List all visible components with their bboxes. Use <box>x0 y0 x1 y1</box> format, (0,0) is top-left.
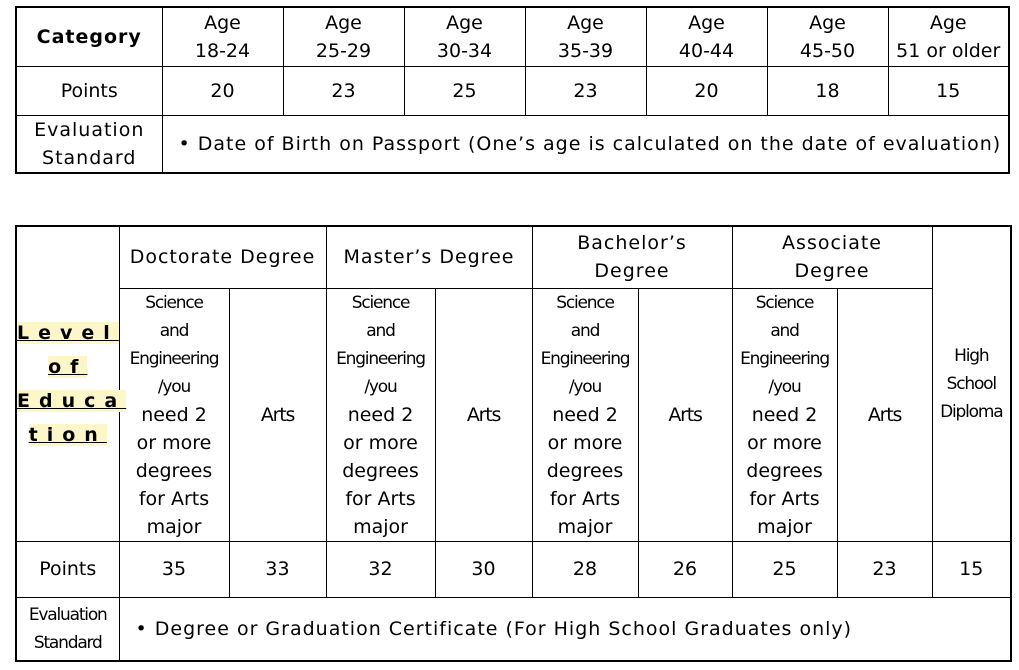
science-engineering-header: Science and Engineering /you need 2 or more degrees for Arts major <box>732 288 837 541</box>
education-points-table <box>15 225 1012 662</box>
points-value: 25 <box>404 66 525 115</box>
age-range: 40-44 <box>678 39 735 62</box>
level-of-education-header <box>16 226 127 541</box>
evaluation-standard-text: • Degree or Graduation Certificate (For High School Graduates only) <box>119 597 1011 661</box>
associate-header: Associate Degree <box>732 226 932 288</box>
science-engineering-header: Science and Engineering /you need 2 or more degrees for Arts major <box>326 288 435 541</box>
age-column-header <box>404 7 525 66</box>
evaluation-standard-label: Evaluation Standard <box>16 115 162 173</box>
evaluation-standard-label: Evaluation Standard <box>16 597 119 661</box>
points-value: 35 <box>119 541 229 597</box>
age-points-row <box>16 66 1009 115</box>
education-word-part2: tion <box>28 423 107 446</box>
arts-header: Arts <box>837 288 932 541</box>
points-value: 20 <box>162 66 283 115</box>
points-label: Points <box>16 541 119 597</box>
category-header: Category <box>16 7 162 66</box>
points-label: Points <box>16 66 162 115</box>
points-value: 18 <box>767 66 888 115</box>
science-engineering-header: Science and Engineering /you need 2 or more degrees for Arts major <box>532 288 638 541</box>
degree-header-row <box>16 226 1011 288</box>
points-value: 32 <box>326 541 435 597</box>
age-column-header <box>767 7 888 66</box>
age-word: Age <box>325 11 362 34</box>
age-column-header <box>646 7 767 66</box>
age-range: 18-24 <box>194 39 251 62</box>
points-value: 23 <box>283 66 404 115</box>
age-word: Age <box>567 11 604 34</box>
age-range: 45-50 <box>799 39 856 62</box>
of-word: of <box>48 355 88 378</box>
age-word: Age <box>929 11 967 34</box>
age-header-row <box>16 7 1009 66</box>
age-column-header <box>283 7 404 66</box>
level-word: Level <box>17 321 119 344</box>
age-range: 35-39 <box>557 39 614 62</box>
age-standard-row <box>16 115 1009 173</box>
age-word: Age <box>204 11 241 34</box>
age-column-header <box>525 7 646 66</box>
points-value: 33 <box>229 541 326 597</box>
doctorate-header: Doctorate Degree <box>119 226 326 288</box>
field-header-row <box>16 288 1011 541</box>
points-value: 20 <box>646 66 767 115</box>
points-value: 15 <box>888 66 1009 115</box>
points-value: 30 <box>435 541 532 597</box>
arts-header: Arts <box>229 288 326 541</box>
age-column-header <box>162 7 283 66</box>
age-word: Age <box>446 11 483 34</box>
points-value: 25 <box>732 541 837 597</box>
age-range: 25-29 <box>315 39 372 62</box>
education-points-row <box>16 541 1011 597</box>
age-word: Age <box>688 11 725 34</box>
age-column-header <box>888 7 1009 66</box>
arts-header: Arts <box>638 288 732 541</box>
age-range: 51 or older <box>896 39 1001 62</box>
age-points-table <box>15 6 1010 174</box>
education-word-part1: Educa <box>17 389 127 412</box>
points-value: 23 <box>837 541 932 597</box>
education-standard-row <box>16 597 1011 661</box>
age-word: Age <box>809 11 846 34</box>
science-engineering-header: Science and Engineering /you need 2 or more degrees for Arts major <box>119 288 229 541</box>
evaluation-standard-text: • Date of Birth on Passport (One’s age is calculated on the date of evaluation) <box>162 115 1009 173</box>
arts-header: Arts <box>435 288 532 541</box>
masters-header: Master’s Degree <box>326 226 532 288</box>
points-value: 15 <box>932 541 1011 597</box>
bachelors-header: Bachelor’s Degree <box>532 226 732 288</box>
points-value: 23 <box>525 66 646 115</box>
high-school-diploma-header: High School Diploma <box>932 226 1011 541</box>
points-value: 28 <box>532 541 638 597</box>
age-range: 30-34 <box>436 39 493 62</box>
points-value: 26 <box>638 541 732 597</box>
